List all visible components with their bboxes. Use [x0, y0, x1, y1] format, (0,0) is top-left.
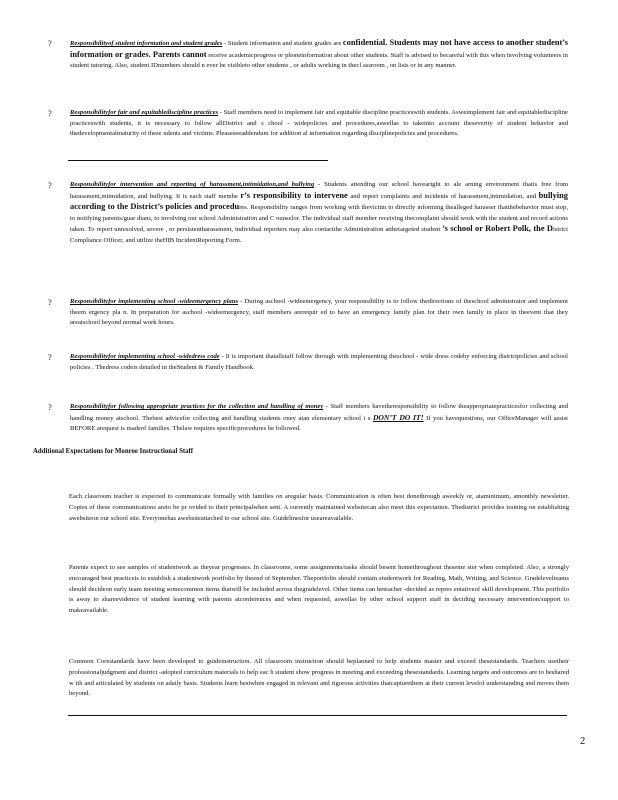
emphasized-text: r’s responsibility to intervene [240, 190, 348, 200]
list-item-money-handling [48, 402, 568, 435]
item-lead: Responsibilityfor implementing school -widedress code [70, 353, 220, 360]
page-number: 2 [580, 736, 586, 747]
list-item-text: Responsibilityfor intervention and reporting of harassment,intimidation,and bullying - Students attending our school havearight to ale arning environment thatis free from harassment,intimidation, and bullying. It is each staff membe r’s responsibility to intervene and report complaints and incidents of harassment,intimidation, and bullying according to the District’s policies and procedures. Responsibility ranges from working with thevictim to directly informing thealleged harasser thatthebehavior must stop, to notifying parents/guar dians, to involving our school Administration and C ounselor. The individual staff member receiving thecomplaint should work with the student and record actions taken. To report unresolved, severe , or persistentharassment, individual reporters may also contactthe Administration atthetargeted student ’s school or Robert Polk, the District Compliance Officer, and utilize theHIB IncidentReporting Form. [70, 181, 569, 244]
list-item-dress-code [48, 352, 568, 373]
bullet-glyph: ? [48, 38, 52, 48]
paragraph-common-core: Common Corestandards have been developed to guideinstruction. All classroom instruction should beplanned to help students master and exceed thesestandards. Teachers usetheir professionaljudgment and district -adopted curriculum materials to help eac h student show progress in meeting and exceeding thesestandards. Learning targets and outcomes are to beshared w ith and articulated by students on adaily basis. Students learn bestwhen engaged in relevant and rigorous activities thatcapturethem at their current levelof understanding and moves them beyond. [69, 658, 569, 698]
list-item-text: Responsibilityof student information and student grades - Student information and student grades are confidential. Students may not have access to another student’s information or grades. Parents cannot receive academicprogress or phoneinformation about other students. Staff is advised to becareful with this when involving volunteers in student tutoring. Also, student IDnumbers should n ever be visibleto other students , or adults working in thecl assroom , on lists or in any manner. [70, 38, 569, 70]
list-item-text: Responsibilityfor following appropriate practices for the collection and handling of money - Staff members havetheresponsibility to follow theappropriatepracticesfor collecting and handling money atschool. Thebest advicefor collecting and handling students oney atan elementary school i s DON’T DO IT! If you havequestions, our OfficeManager will assist BEFORE arequest is madeof families. Thelaw requires specificprocedures be followed. [70, 403, 568, 433]
bullet-glyph: ? [48, 180, 52, 190]
emphasized-text: bullying according to the District’s policies and procedu [70, 190, 568, 212]
underline-rule [68, 715, 567, 716]
emphasized-text: confidential. Students may not have access to another student’s information or grades. Parents cannot [70, 38, 569, 59]
item-lead: Responsibilityfor fair and equitablediscipline practices [70, 109, 219, 116]
list-item-text: Responsibilityfor implementing school -widedress code - It is important thatallstaff follow through with implementing theschool - wide dress codeby enforcing districtpolicies and school policies . Thedress codeis detailed in theStudent & Family Handbook. [70, 353, 569, 371]
bullet-glyph: ? [48, 108, 52, 118]
bullet-glyph: ? [48, 352, 52, 362]
list-item-text: Responsibilityfor implementing school -wideemergency plans - During aschool -wideemergency, your responsibility is to follow thedirections of theschool administrator and implement theem ergency pla n. In preparation for aschool -wideemergency, staff members arerequir ed to have an emergency family plan for their own family in place in theevent that they areatschool beyond normal work hours. [70, 298, 568, 327]
item-lead: Responsibilityfor intervention and reporting of harassment,intimidation,and bullying [70, 181, 315, 188]
item-lead: Responsibilityfor following appropriate practices for the collection and handling of money [70, 403, 324, 410]
paragraph-communication: Each classroom teacher is expected to communicate formally with families on aregular basis. Communication is often best donethrough aweekly or, ataminimum, amonthly newsletter. Copies of these communications areto be pr ovided to their principalwhen sent. A currently maintained websitecan also meet this expectation. Thedistrict provides training on establishing awebsiteon our school site. Everyonehas awebsiteattached to our school site. Guidelinesfor useareavailable. [69, 493, 569, 522]
paragraph-student-work: Parents expect to see samples of studentwork as theyear progresses. In classrooms, some assignments/tasks should besent homethroughout theseme ster when completed. Also, a strongly encouraged best practiceis to establish a studentwork portfolio by theend of September. Theportfolio should contain studentwork for Reading, Math, Writing, and Science. Gradelevelteams should decideon early team meeting somecommon items thatwill be included across thegradelevel. Other items can beteacher -decided as repres entativeof skill development. This portfolio is away to shareevidence of student learning with parents atconferences and when requested, aswellas by other school support staff in deciding necessary intervention/support to makeavailable. [69, 564, 569, 615]
emphasized-text: DON’T DO IT! [372, 412, 424, 422]
list-item-text: Responsibilityfor fair and equitablediscipline practices - Staff members need to implement fair and equitable discipline practiceswith students. Asweimplement fair and equitablediscipline practiceswith students, it is necessary to follow allDistrict and s chool - widepolicies and procedures,aswellas to takeinto account theseverity of student behavior and thedevelopmentalmaturity of these udents and victims. Pleaseseeaddendum for addition al information regarding disciplinepolicies and procedures. [70, 109, 568, 138]
item-lead: Responsibilityfor implementing school -wideemergency plans [70, 298, 239, 305]
section-heading: Additional Expectations for Monroe Instructional Staff [33, 448, 194, 455]
list-item-harassment-bullying [48, 180, 568, 247]
item-lead: Responsibilityof student information and student grades [70, 40, 223, 47]
bullet-glyph: ? [48, 297, 52, 307]
bullet-glyph: ? [48, 402, 52, 412]
list-item-emergency-plans [48, 297, 568, 329]
list-item-student-information [48, 38, 568, 72]
emphasized-text: ’s school or Robert Polk, the D [442, 224, 553, 234]
underline-rule [68, 160, 328, 161]
list-item-discipline-practices [48, 108, 568, 140]
